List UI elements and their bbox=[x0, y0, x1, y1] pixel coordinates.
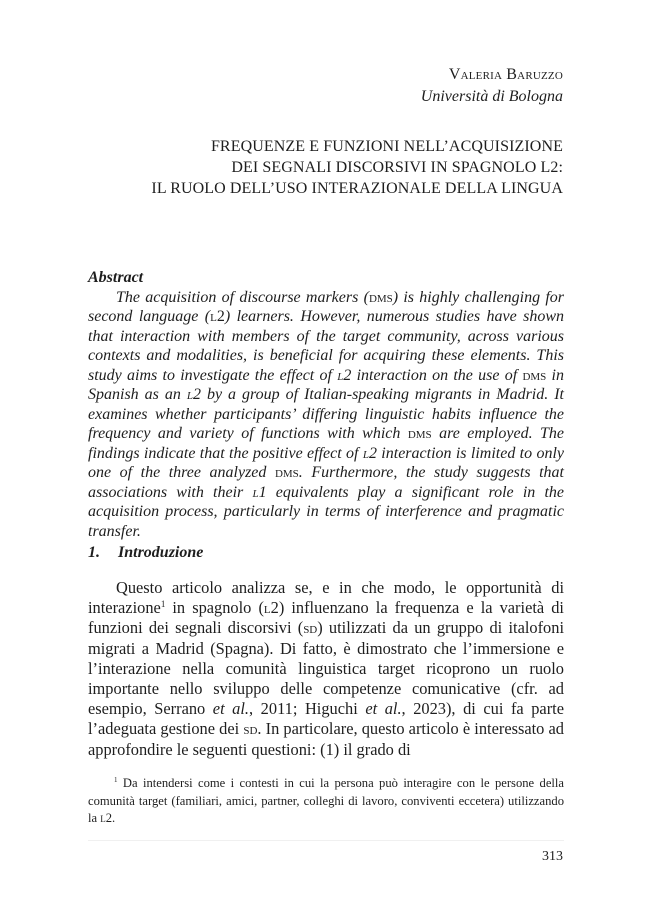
body-run: ) utilizzati da un gruppo di italofoni migrati a Madrid (Spagna). Di fatto, è dimostrato che l’immersione e l’interazione nella comunità linguistica target ricoprono un ruolo importante nello sviluppo delle competenze comunicative (cfr. ad esempio, Serrano bbox=[88, 618, 564, 719]
section-title: Introduzione bbox=[118, 544, 204, 561]
body-italic: et al. bbox=[365, 699, 402, 719]
abstract-run: interaction on the use of bbox=[351, 366, 523, 384]
author-block bbox=[421, 64, 563, 108]
abstract-heading: Abstract bbox=[88, 269, 144, 286]
author-affiliation: Università di Bologna bbox=[420, 88, 563, 105]
title-line-2: DEI SEGNALI DISCORSIVI IN SPAGNOLO L2: bbox=[231, 159, 563, 176]
abstract-text bbox=[88, 288, 564, 542]
abstract-run: in Spanish as an bbox=[88, 366, 565, 403]
abbrev: l2 bbox=[362, 444, 377, 462]
abbrev: l2 bbox=[100, 811, 113, 825]
abbrev: dms bbox=[407, 425, 432, 442]
abstract bbox=[88, 268, 564, 541]
footnote-run: Da intendersi come i contesti in cui la persona può interagire con le persone della comunità target (familiari, amici, partner, colleghi di lavoro, conviventi eccetera) utilizzando la bbox=[88, 776, 564, 825]
body-run: Questo articolo analizza se, e in che modo, le opportunità di interazione bbox=[88, 578, 564, 618]
abbrev: dms bbox=[368, 288, 393, 306]
abbrev: sd bbox=[303, 618, 318, 638]
abstract-run: equivalents play a significant role in the acquisition process, particularly in terms of interference and pragmatic transfer. bbox=[88, 483, 564, 540]
article-title bbox=[151, 136, 563, 199]
abstract-run: ) learners. However, numerous studies have shown that interaction with members of the target community, across various contexts and modalities, is beneficial for acquiring these elements. This study aims to investigate the effect of bbox=[88, 308, 564, 384]
abstract-run: The acquisition of discourse markers ( bbox=[116, 288, 369, 306]
footer-rule bbox=[88, 840, 564, 841]
body-paragraph bbox=[88, 578, 564, 760]
abstract-run: ) is highly challenging for second language ( bbox=[88, 288, 565, 325]
abbrev: dms bbox=[522, 366, 547, 384]
title-line-3: IL RUOLO DELL’USO INTERAZIONALE DELLA LINGUA bbox=[151, 180, 563, 197]
abbrev: l2 bbox=[186, 386, 201, 403]
author-name: Valeria Baruzzo bbox=[448, 66, 563, 83]
body-run: , 2011; Higuchi bbox=[249, 699, 366, 719]
section-number: 1. bbox=[88, 544, 100, 561]
footnote-mark: 1 bbox=[114, 776, 118, 784]
abstract-run: by a group of Italian-speaking migrants in Madrid. It examines whether participants’ differing linguistic habits influence the frequency and variety of functions with which bbox=[88, 386, 564, 442]
body-italic: et al. bbox=[212, 699, 250, 719]
page-number: 313 bbox=[542, 849, 563, 864]
body-run: , 2023), di cui fa parte l’adeguata gestione dei bbox=[88, 699, 564, 739]
abstract-run: . Furthermore, the study suggests that associations with their bbox=[88, 464, 565, 501]
footnote bbox=[88, 775, 564, 828]
abstract-run: are employed. The findings indicate that the positive effect of bbox=[88, 425, 565, 462]
footnote-run: . bbox=[112, 811, 116, 825]
body-run: ) influenzano la frequenza e la varietà di funzioni dei segnali discorsivi ( bbox=[88, 598, 564, 638]
title-line-1: FREQUENZE E FUNZIONI NELL’ACQUISIZIONE bbox=[210, 138, 563, 155]
section-heading bbox=[88, 543, 203, 563]
abbrev: l2 bbox=[263, 598, 279, 618]
footnote-reference[interactable]: 1 bbox=[160, 599, 166, 610]
body-run: . In particolare, questo articolo è interessato ad approfondire le seguenti questioni: (1) il grado di bbox=[88, 719, 564, 759]
abbrev: l2 bbox=[210, 308, 225, 325]
abbrev: l2 bbox=[337, 366, 352, 384]
abbrev: sd bbox=[243, 719, 258, 739]
abstract-run: interaction is limited to only one of the three analyzed bbox=[88, 444, 565, 481]
body-run: in spagnolo ( bbox=[165, 598, 264, 618]
abbrev: dms bbox=[274, 464, 299, 481]
abbrev: l1 bbox=[252, 483, 267, 501]
